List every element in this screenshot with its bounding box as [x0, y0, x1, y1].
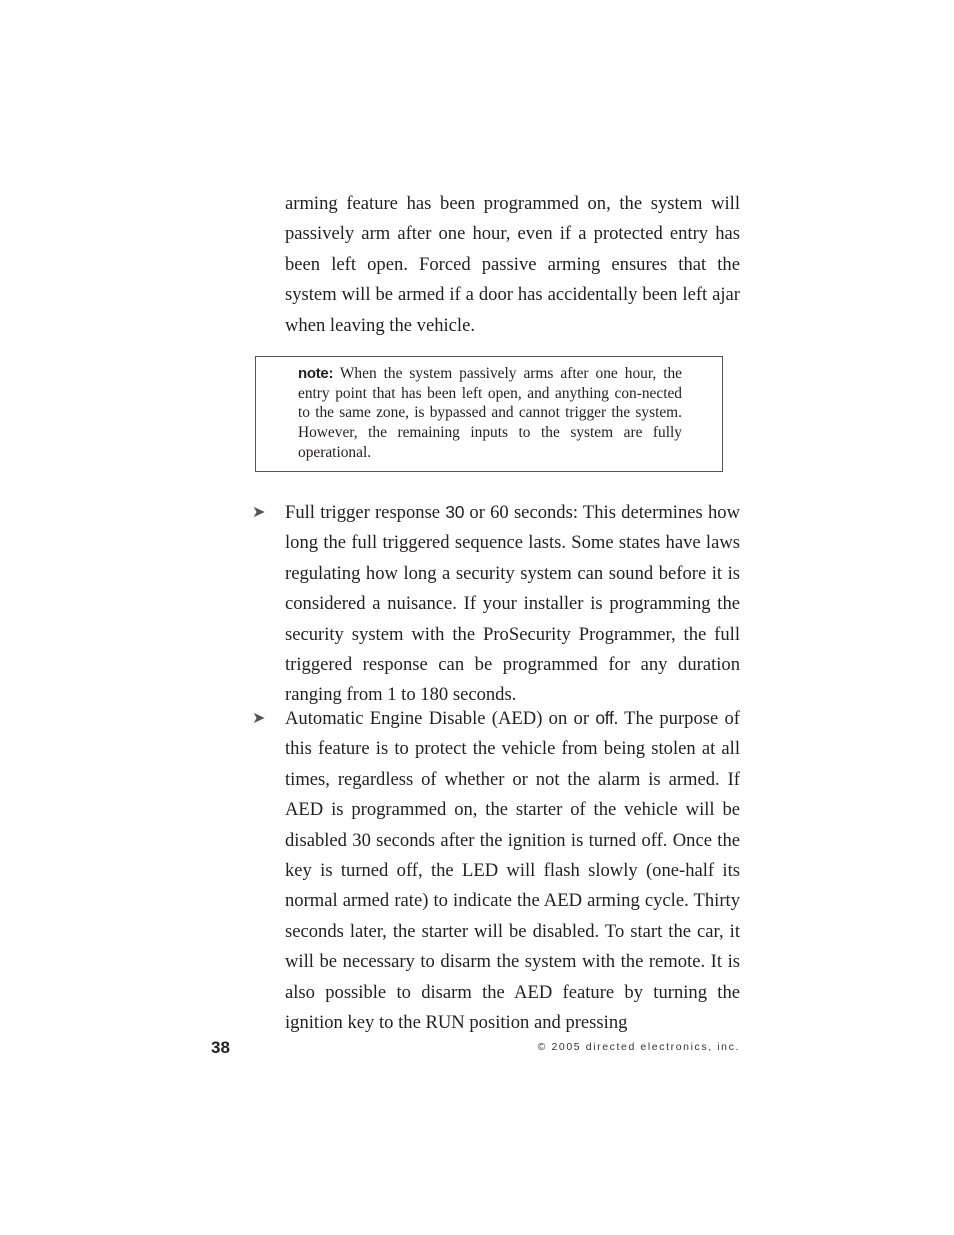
bullet-text-before: Automatic Engine Disable (AED) on or: [285, 708, 596, 729]
bullet-text: [285, 497, 740, 711]
default-value-highlight: 30: [445, 502, 465, 522]
intro-paragraph: arming feature has been programmed on, the system will passively arm after one hour, even if a protected entry has been left open. Forced passive arming ensures that the system will be armed if a door has accidentally been left ajar when leaving the vehicle.: [285, 193, 740, 336]
note-paragraph: [298, 364, 682, 463]
bullet-text-after: or 60 seconds: This determines how long the full triggered sequence lasts. Some states have laws regulating how long a security system can sound before it is considered a nuisance. If your installer is programming the security system with the ProSecurity Programmer, the full triggered response can be programmed for any duration ranging from 1 to 180 seconds.: [285, 502, 740, 706]
intro-paragraph-block: [285, 189, 740, 341]
note-label: note:: [298, 365, 334, 382]
bullet-item-trigger-response: [252, 497, 740, 711]
bullet-text-before: Full trigger response: [285, 502, 446, 523]
page-number: 38: [211, 1038, 230, 1057]
bullet-text-after: . The purpose of this feature is to protect the vehicle from being stolen at all times, regardless of whether or not the alarm is armed. If AED is programmed on, the starter of the vehicle will be disabled 30 seconds after the ignition is turned off. Once the key is turned off, the LED will flash slowly (one-half its normal armed rate) to indicate the AED arming cycle. Thirty seconds later, the starter will be disabled. To start the car, it will be necessary to disarm the system with the remote. It is also possible to disarm the AED feature by turning the ignition key to the RUN position and pressing: [285, 708, 740, 1034]
arrowhead-bullet-icon: ➤: [252, 502, 266, 521]
note-box: [255, 356, 723, 472]
copyright-footer: © 2005 directed electronics, inc.: [537, 1041, 740, 1053]
bullet-text: [285, 703, 740, 1038]
note-text: When the system passively arms after one hour, the entry point that has been left open, and anything con-nected to the same zone, is bypassed and cannot trigger the system. However, the remaining inputs to the system are fully operational.: [298, 365, 682, 461]
default-value-highlight: off: [595, 708, 614, 728]
arrowhead-bullet-icon: ➤: [252, 708, 266, 727]
bullet-item-aed: [252, 703, 740, 1038]
